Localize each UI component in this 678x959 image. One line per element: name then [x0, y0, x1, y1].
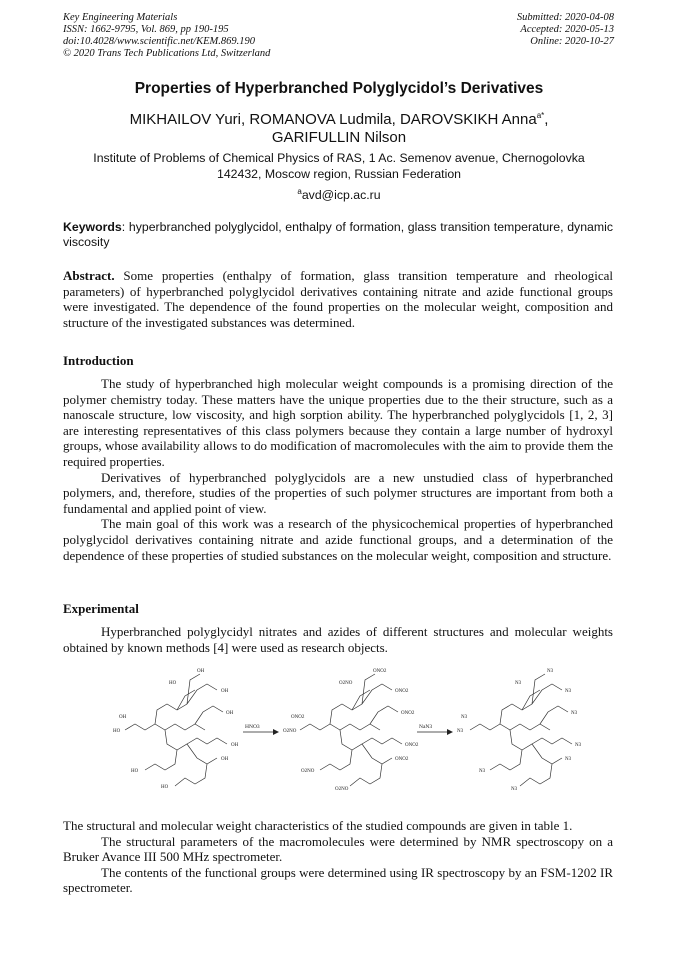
- group-ono2-3: ONO2: [373, 669, 387, 674]
- intro-paragraph-2: Derivatives of hyperbranched polyglycidols are a new unstudied class of hyperbranched polymers, and, therefore, studies of the properties of such polymer structures are important from both a fundamental and applied point of view.: [63, 469, 613, 516]
- group-o2no-1: O2NO: [283, 729, 297, 734]
- journal-name: Key Engineering Materials: [63, 12, 178, 23]
- affiliation: [80, 150, 598, 182]
- keywords-text: : hyperbranched polyglycidol, enthalpy of formation, glass transition temperature, dynamic viscosity: [63, 220, 613, 249]
- group-n3-2: N3: [461, 715, 468, 720]
- online-date: Online: 2020-10-27: [530, 36, 614, 47]
- reagent-nan3: NaN3: [419, 724, 433, 730]
- group-n3-7: N3: [571, 711, 578, 716]
- arrow-hno3: [243, 724, 279, 735]
- submitted-date: Submitted: 2020-04-08: [516, 12, 614, 23]
- abstract-label: Abstract.: [63, 268, 115, 283]
- paper-title: Properties of Hyperbranched Polyglycidol’s Derivatives: [134, 80, 544, 97]
- authors-line1: MIKHAILOV Yuri, ROMANOVA Ludmila, DAROVSKIKH Anna: [129, 111, 537, 128]
- journal-meta: [63, 12, 270, 60]
- experimental-heading: Experimental: [63, 601, 139, 616]
- doi: doi:10.4028/www.scientific.net/KEM.869.190: [63, 36, 255, 47]
- group-n3-6: N3: [565, 757, 572, 762]
- group-o2no-3: O2NO: [335, 787, 349, 792]
- results-body: [63, 818, 613, 896]
- affiliation-line1: Institute of Problems of Chemical Physics of RAS, 1 Ac. Semenov avenue, Chernogolovka: [93, 151, 585, 165]
- experimental-paragraph: Hyperbranched polyglycidyl nitrates and azides of different structures and molecular weights obtained by known methods [4] were used as research objects.: [63, 624, 613, 655]
- abstract: [63, 268, 613, 330]
- table-reference-line: The structural and molecular weight characteristics of the studied compounds are given in table 1.: [63, 818, 573, 833]
- authors: [80, 107, 598, 147]
- group-oh-3: OH: [197, 669, 205, 674]
- group-ho-2: HO: [131, 769, 139, 774]
- group-o2no-4: O2NO: [339, 681, 353, 686]
- group-n3-9: N3: [511, 787, 518, 792]
- intro-paragraph-1: The study of hyperbranched high molecular weight compounds is a promising direction of the polymer chemistry today. These matters have the unique properties due to the their structure, such as a nanoscale structure, low viscosity, and high sorption ability. The hyperbranched polyglycidols [1, 2, 3] are interesting representatives of this class polymers because they contain a large number of hydroxyl groups, whose availability allows to do modification of macromolecules with the aim to provide them the required properties.: [63, 376, 613, 469]
- email-address[interactable]: avd@icp.ac.ru: [301, 188, 381, 203]
- email: [0, 187, 678, 202]
- affiliation-line2: 142432, Moscow region, Russian Federation: [216, 167, 462, 181]
- group-oh-4: OH: [231, 743, 239, 748]
- synthesis-scheme: [95, 660, 605, 815]
- group-o2no-2: O2NO: [301, 769, 315, 774]
- azide-structure: [470, 674, 572, 786]
- group-ho-1: HO: [113, 729, 121, 734]
- group-ho-3: HO: [161, 785, 169, 790]
- authors-line2: GARIFULLIN Nilson: [271, 129, 407, 146]
- arrow-nan3: [417, 724, 453, 735]
- introduction-heading: Introduction: [63, 353, 134, 368]
- introduction-body: [63, 376, 613, 563]
- keywords: [63, 220, 613, 250]
- group-oh-6: OH: [226, 711, 234, 716]
- reagent-hno3: HNO3: [245, 724, 260, 730]
- intro-paragraph-3: The main goal of this work was a research of the physicochemical properties of hyperbranched polyglycidol derivatives containing nitrate and azide functional groups, and a determination of the dependence of these properties of studied substances on the molecular weight, composition and structure.: [63, 516, 613, 563]
- copyright: © 2020 Trans Tech Publications Ltd, Switzerland: [63, 48, 271, 59]
- group-ono2-6: ONO2: [401, 711, 415, 716]
- experimental-body: [63, 624, 613, 655]
- issn: ISSN: 1662-9795, Vol. 869, pp 190-195: [63, 24, 229, 35]
- group-oh-1: OH: [119, 715, 127, 720]
- group-oh-5: OH: [221, 757, 229, 762]
- dates-meta: [517, 12, 614, 48]
- group-n3-8: N3: [479, 769, 486, 774]
- group-n3-10: N3: [515, 681, 522, 686]
- email-mark: a: [297, 187, 302, 196]
- keywords-label: Keywords: [63, 220, 122, 234]
- group-ho-4: HO: [169, 681, 177, 686]
- abstract-text: Some properties (enthalpy of formation, glass transition temperature and rheological parameters) of hyperbranched polyglycidol derivatives containing nitrate and azide functional groups were investigated. The dependence of the found properties on the molecular weight, composition and structure of the investigated substances was determined.: [63, 268, 613, 330]
- author-mark: a*: [536, 111, 545, 120]
- group-n3-5: N3: [575, 743, 582, 748]
- nmr-paragraph: The structural parameters of the macromolecules were determined by NMR spectroscopy on a Bruker Avance III 500 MHz spectrometer.: [63, 833, 613, 865]
- accepted-date: Accepted: 2020-05-13: [520, 24, 614, 35]
- group-n3-1: N3: [457, 729, 464, 734]
- ir-paragraph: The contents of the functional groups were determined using IR spectroscopy by an FSM-1202 IR spectrometer.: [63, 864, 613, 896]
- group-n3-4: N3: [547, 669, 554, 674]
- group-ono2-1: ONO2: [291, 715, 305, 720]
- group-n3-3: N3: [565, 689, 572, 694]
- group-ono2-2: ONO2: [395, 689, 409, 694]
- authors-comma: ,: [544, 111, 549, 128]
- group-ono2-4: ONO2: [405, 743, 419, 748]
- polyglycidol-structure: [125, 674, 227, 786]
- group-ono2-5: ONO2: [395, 757, 409, 762]
- nitrate-structure: [300, 674, 402, 786]
- group-oh-2: OH: [221, 689, 229, 694]
